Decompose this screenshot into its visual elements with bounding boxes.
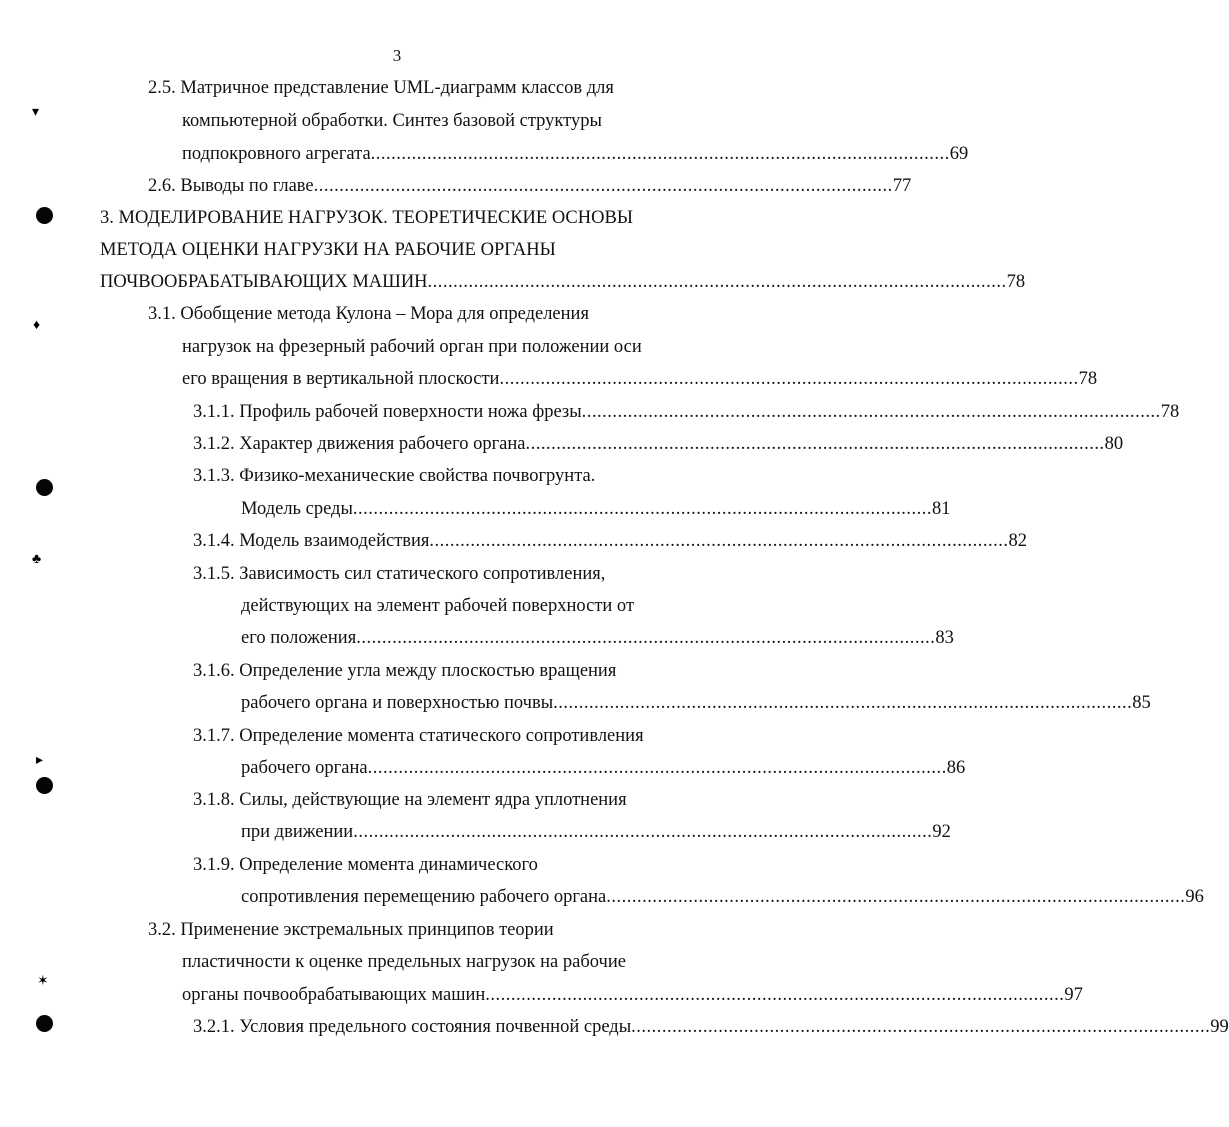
toc-entry-2-6: 2.6. Выводы по главе ................................................................................................................. 77 xyxy=(148,176,912,196)
toc-chapter-3-line-2: МЕТОДА ОЦЕНКИ НАГРУЗКИ НА РАБОЧИЕ ОРГАНЫ xyxy=(100,240,556,260)
toc-entry-3-1-7-line-1: 3.1.7. Определение момента статического сопротивления xyxy=(193,726,644,746)
toc-entry-3-1-5-line-1: 3.1.5. Зависимость сил статического сопротивления, xyxy=(193,564,606,584)
binder-hole-1 xyxy=(36,207,53,224)
toc-entry-3-1-6-line-1: 3.1.6. Определение угла между плоскостью вращения xyxy=(193,661,617,681)
toc-entry-3-2-line-1: 3.2. Применение экстремальных принципов теории xyxy=(148,920,554,940)
scan-speck: ♣ xyxy=(32,552,42,567)
toc-entry-3-1-6-line-2: рабочего органа и поверхностью почвы ................................................................................................................. 85 xyxy=(241,693,1151,713)
toc-entry-3-1-2: 3.1.2. Характер движения рабочего органа ................................................................................................................. 80 xyxy=(193,434,1124,454)
toc-entry-3-1-5-line-2: действующих на элемент рабочей поверхности от xyxy=(241,596,635,616)
toc-entry-3-1-4: 3.1.4. Модель взаимодействия ................................................................................................................. 82 xyxy=(193,531,1028,551)
toc-entry-2-5-line-3: подпокровного агрегата ................................................................................................................. 69 xyxy=(182,144,969,164)
toc-entry-3-2-line-3: органы почвообрабатывающих машин ................................................................................................................. 97 xyxy=(182,985,1083,1005)
toc-entry-3-1-3-line-1: 3.1.3. Физико-механические свойства почвогрунта. xyxy=(193,466,596,486)
binder-hole-4 xyxy=(36,1015,53,1032)
toc-entry-3-2-line-2: пластичности к оценке предельных нагрузок на рабочие xyxy=(182,952,626,972)
page-number: 3 xyxy=(392,46,402,65)
toc-entry-3-1-7-line-2: рабочего органа ................................................................................................................. 86 xyxy=(241,758,966,778)
toc-entry-3-1-1: 3.1.1. Профиль рабочей поверхности ножа фрезы ................................................................................................................. 78 xyxy=(193,402,1180,422)
binder-hole-2 xyxy=(36,479,53,496)
toc-entry-3-1-5-line-3: его положения ................................................................................................................. 83 xyxy=(241,628,954,648)
scan-speck: ♦ xyxy=(33,318,41,333)
toc-chapter-3-line-3: ПОЧВООБРАБАТЫВАЮЩИХ МАШИН ................................................................................................................. 78 xyxy=(100,272,1026,292)
toc-entry-3-1-line-1: 3.1. Обобщение метода Кулона – Мора для определения xyxy=(148,304,589,324)
toc-entry-3-1-8-line-1: 3.1.8. Силы, действующие на элемент ядра уплотнения xyxy=(193,790,627,810)
toc-entry-2-5-line-1: 2.5. Матричное представление UML-диаграмм классов для xyxy=(148,78,614,98)
toc-entry-2-5-line-2: компьютерной обработки. Синтез базовой структуры xyxy=(182,111,602,131)
toc-entry-3-1-8-line-2: при движении ................................................................................................................. 92 xyxy=(241,822,951,842)
toc-entry-3-1-9-line-1: 3.1.9. Определение момента динамического xyxy=(193,855,538,875)
toc-entry-3-1-9-line-2: сопротивления перемещению рабочего органа ................................................................................................................. 96 xyxy=(241,887,1204,907)
toc-entry-3-1-line-2: нагрузок на фрезерный рабочий орган при положении оси xyxy=(182,337,642,357)
scan-speck: ▸ xyxy=(36,753,44,768)
toc-entry-3-1-3-line-2: Модель среды ................................................................................................................. 81 xyxy=(241,499,951,519)
scan-speck: ✶ xyxy=(37,974,49,989)
toc-entry-3-2-1: 3.2.1. Условия предельного состояния почвенной среды ................................................................................................................. 99 xyxy=(193,1017,1229,1037)
toc-entry-3-1-line-3: его вращения в вертикальной плоскости ................................................................................................................. 78 xyxy=(182,369,1098,389)
binder-hole-3 xyxy=(36,777,53,794)
toc-chapter-3-line-1: 3. МОДЕЛИРОВАНИЕ НАГРУЗОК. ТЕОРЕТИЧЕСКИЕ ОСНОВЫ xyxy=(100,208,633,228)
scan-speck: ▾ xyxy=(32,105,40,120)
